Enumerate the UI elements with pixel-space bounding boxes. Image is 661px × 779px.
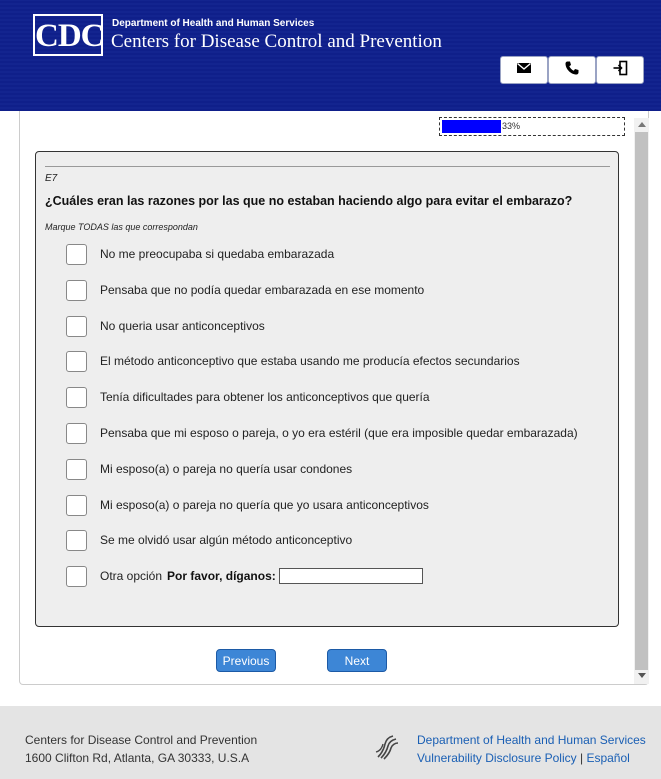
footer-links	[417, 731, 646, 767]
exit-icon	[612, 60, 628, 81]
option-label: Pensaba que no podía quedar embarazada en ese momento	[100, 283, 425, 297]
question-text: ¿Cuáles eran las razones por las que no estaban haciendo algo para evitar el embarazo?	[45, 194, 573, 208]
progress-bar	[439, 117, 625, 136]
option-label: No queria usar anticonceptivos	[100, 319, 265, 333]
vulnerability-disclosure-link[interactable]: Vulnerability Disclosure Policy	[417, 751, 577, 765]
option-esteril[interactable]	[66, 422, 578, 444]
phone-button[interactable]	[548, 56, 596, 84]
email-button[interactable]	[500, 56, 548, 84]
checkbox[interactable]	[66, 530, 87, 551]
scroll-down-arrow-icon[interactable]	[638, 673, 646, 678]
question-instruction: Marque TODAS las que correspondan	[45, 222, 198, 232]
checkbox[interactable]	[66, 351, 87, 372]
checkbox[interactable]	[66, 495, 87, 516]
link-separator: |	[579, 751, 584, 765]
question-id: E7	[45, 173, 58, 184]
option-se-me-olvido[interactable]	[66, 529, 352, 551]
question-panel	[35, 151, 619, 627]
option-pareja-no-queria[interactable]	[66, 494, 429, 516]
espanol-link[interactable]: Español	[586, 751, 630, 765]
cdc-logo-text: CDC	[35, 18, 104, 54]
checkbox[interactable]	[66, 459, 87, 480]
phone-icon	[564, 60, 580, 81]
footer-org-name: Centers for Disease Control and Prevention	[25, 733, 258, 747]
option-label: Se me olvidó usar algún método anticonceptivo	[100, 533, 353, 547]
organization-name: Centers for Disease Control and Prevention	[111, 31, 442, 52]
cdc-logo	[33, 14, 103, 56]
option-dificultades-obtener[interactable]	[66, 386, 430, 408]
site-footer	[0, 706, 661, 779]
next-button[interactable]: Next	[327, 649, 387, 672]
other-text-input[interactable]	[279, 568, 423, 584]
scroll-up-arrow-icon[interactable]	[638, 122, 646, 127]
scrollbar-thumb[interactable]	[635, 132, 648, 670]
option-label: No me preocupaba si quedaba embarazada	[100, 247, 335, 261]
previous-button[interactable]: Previous	[216, 649, 276, 672]
progress-bar-fill	[442, 120, 501, 133]
hhs-link[interactable]: Department of Health and Human Services	[417, 733, 646, 747]
option-label: Mi esposo(a) o pareja no quería que yo usara anticonceptivos	[100, 498, 429, 512]
hhs-eagle-logo-icon	[372, 731, 404, 763]
option-no-preocupaba[interactable]	[66, 243, 334, 265]
divider	[45, 166, 610, 167]
checkbox[interactable]	[66, 316, 87, 337]
department-name: Department of Health and Human Services	[112, 18, 315, 29]
footer-address-block	[25, 731, 257, 767]
option-no-queria-anticonceptivos[interactable]	[66, 315, 265, 337]
progress-percent: 33%	[502, 121, 521, 131]
checkbox[interactable]	[66, 280, 87, 301]
option-label: El método anticonceptivo que estaba usando me producía efectos secundarios	[100, 354, 520, 368]
option-label: Otra opción	[100, 569, 163, 583]
other-prompt: Por favor, díganos:	[167, 569, 276, 583]
vertical-scrollbar[interactable]	[634, 118, 649, 684]
option-otra[interactable]	[66, 565, 423, 587]
site-header	[0, 0, 661, 111]
email-icon	[516, 60, 532, 81]
checkbox[interactable]	[66, 387, 87, 408]
exit-button[interactable]	[596, 56, 644, 84]
checkbox[interactable]	[66, 566, 87, 587]
footer-address: 1600 Clifton Rd, Atlanta, GA 30333, U.S.A	[25, 751, 250, 765]
option-no-podia-quedar[interactable]	[66, 279, 424, 301]
option-no-condones[interactable]	[66, 458, 352, 480]
option-label: Tenía dificultades para obtener los anticonceptivos que quería	[100, 390, 430, 404]
checkbox[interactable]	[66, 423, 87, 444]
checkbox[interactable]	[66, 244, 87, 265]
option-label: Mi esposo(a) o pareja no quería usar condones	[100, 462, 353, 476]
option-efectos-secundarios[interactable]	[66, 350, 520, 372]
option-label: Pensaba que mi esposo o pareja, o yo era estéril (que era imposible quedar embarazada)	[100, 426, 578, 440]
